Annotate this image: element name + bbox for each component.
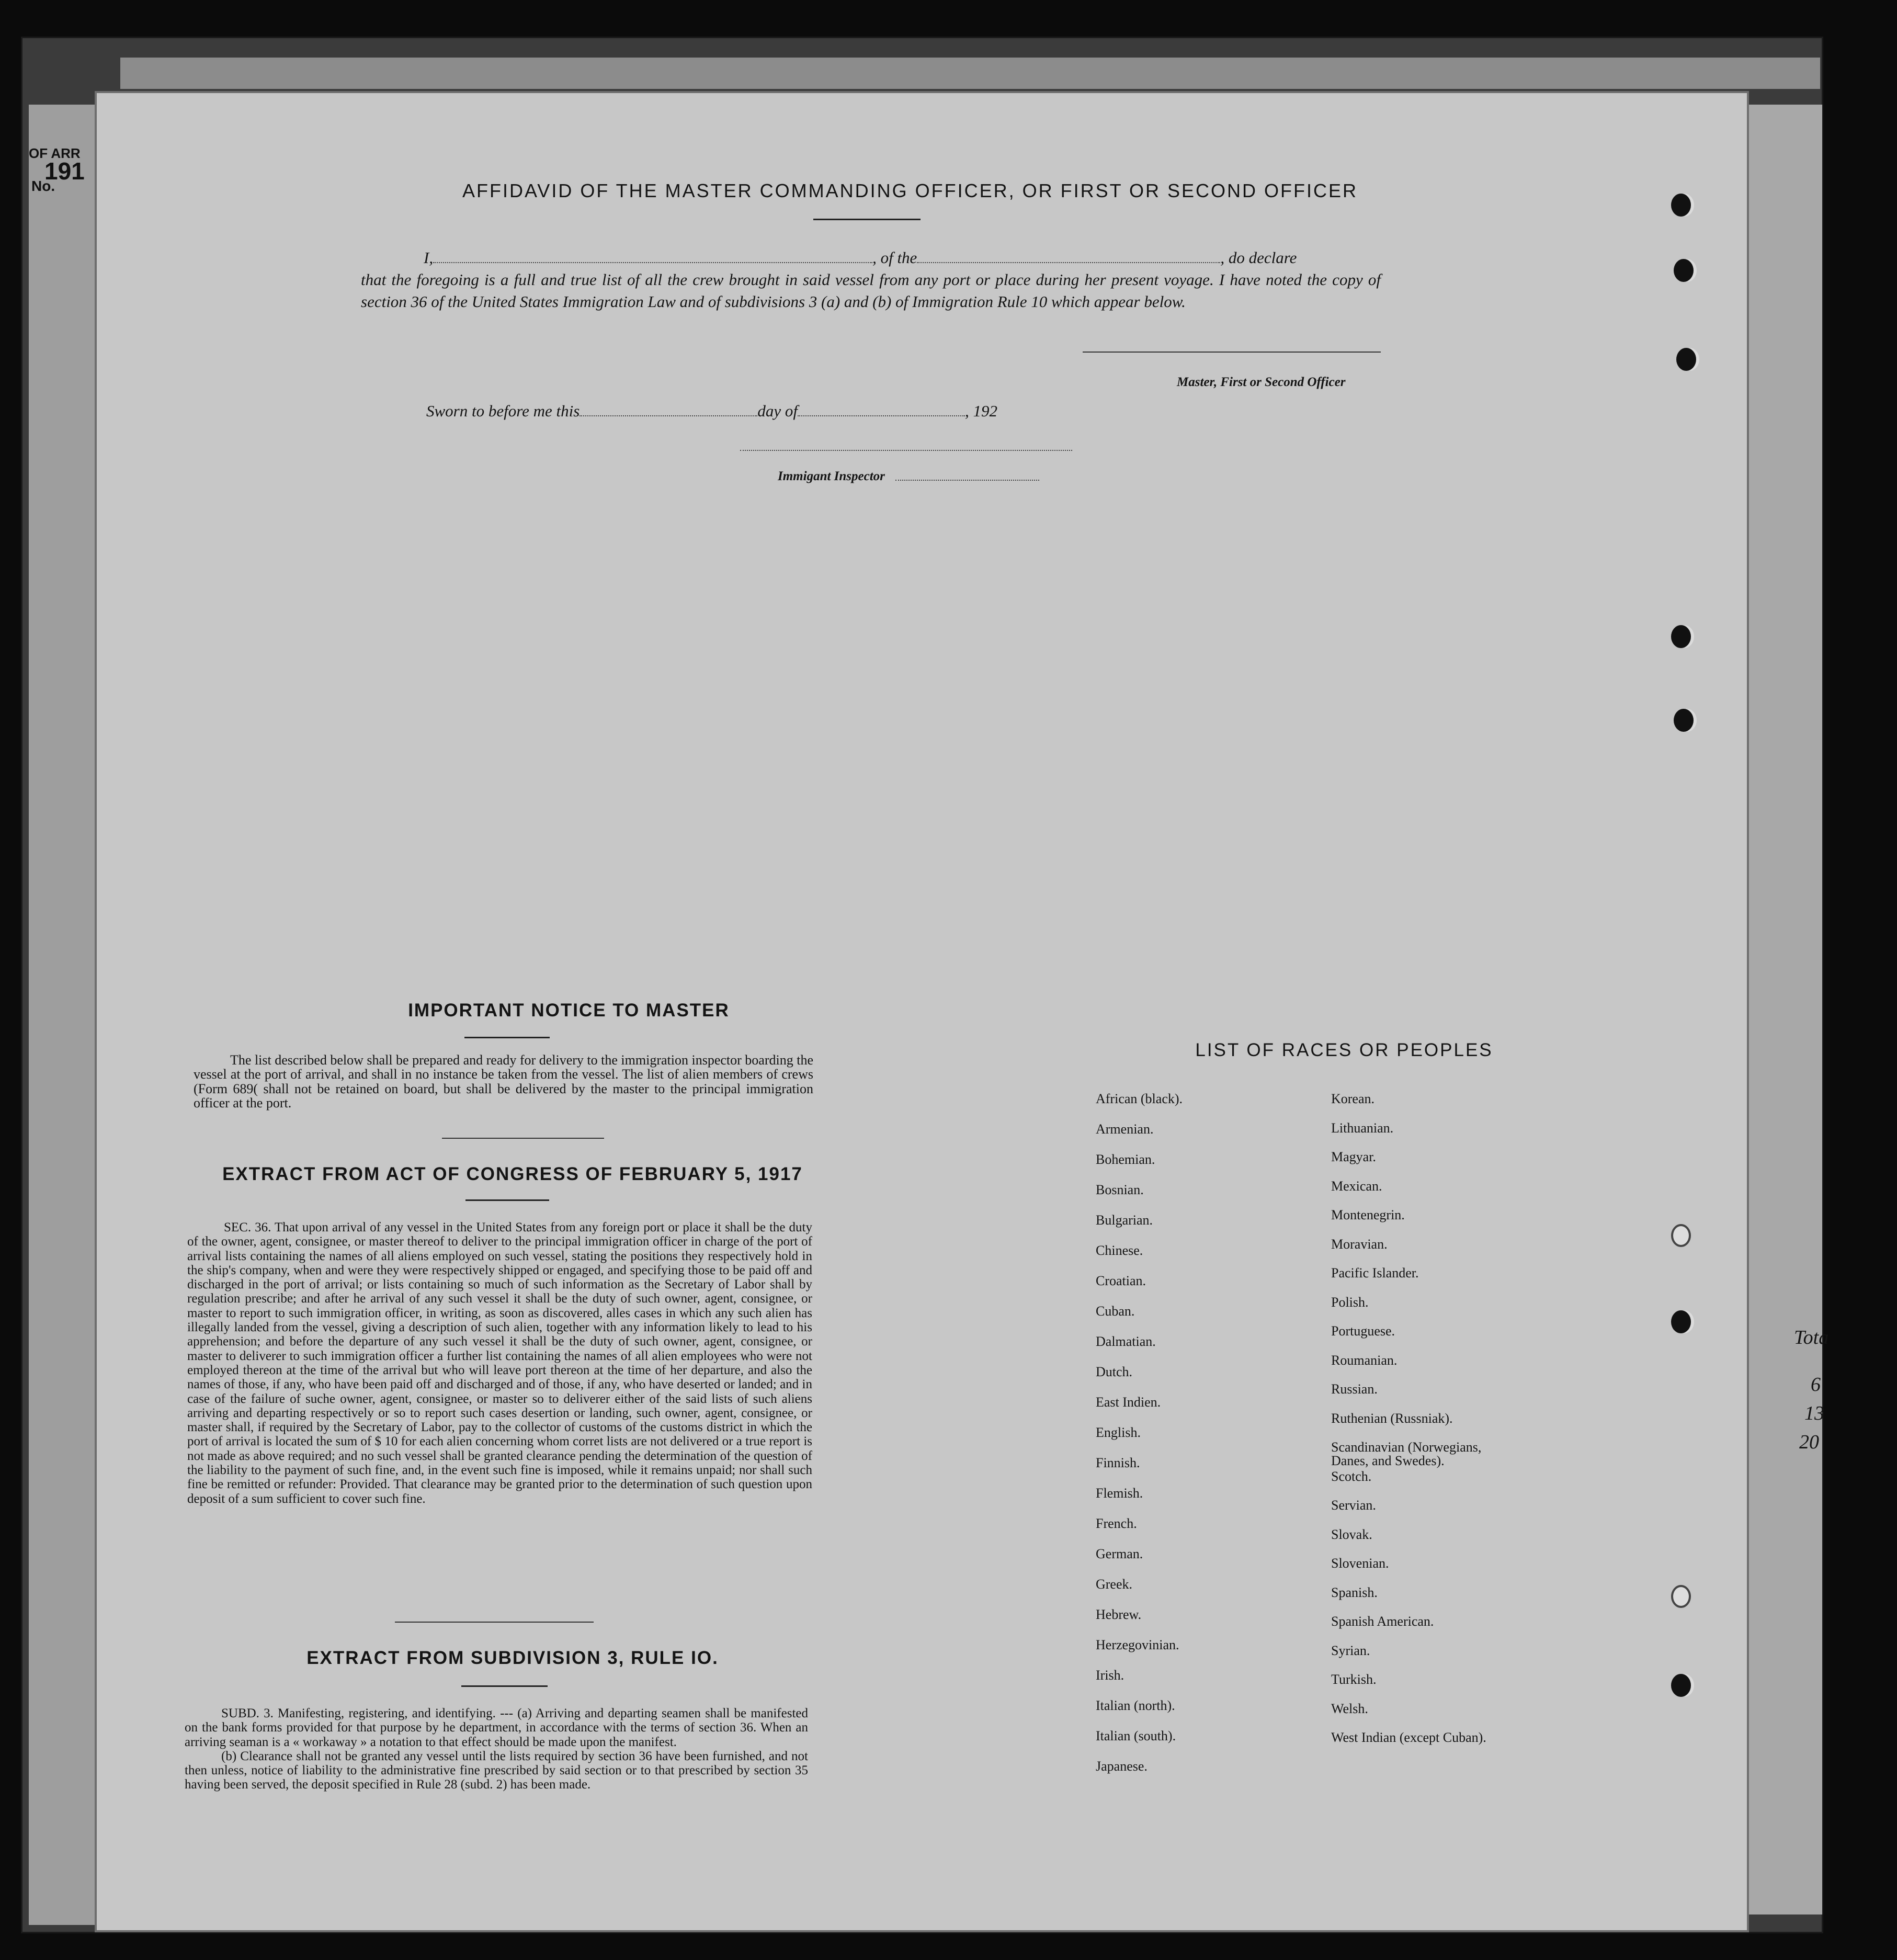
race-item: Bohemian.: [1096, 1152, 1155, 1167]
race-item: Spanish American.: [1331, 1614, 1434, 1629]
sworn-day-of: day of: [757, 402, 798, 420]
margin-note-13: 13: [1804, 1402, 1824, 1424]
act-bottom-rule: [395, 1622, 594, 1623]
race-item: Dalmatian.: [1096, 1334, 1156, 1349]
race-item: Bosnian.: [1096, 1182, 1144, 1197]
race-item: Korean.: [1331, 1091, 1375, 1106]
race-item: Magyar.: [1331, 1149, 1376, 1164]
races-title: LIST OF RACES OR PEOPLES: [1195, 1040, 1493, 1060]
race-item: Scandinavian (Norwegians, Danes, and Swedes).: [1331, 1440, 1482, 1468]
race-item: Greek.: [1096, 1577, 1133, 1592]
race-item: Pacific Islander.: [1331, 1265, 1419, 1281]
race-item: Lithuanian.: [1331, 1120, 1394, 1136]
race-item: Irish.: [1096, 1668, 1124, 1683]
stamp-arr: OF ARR: [29, 145, 81, 161]
race-item: Herzegovinian.: [1096, 1637, 1179, 1652]
race-item: Turkish.: [1331, 1672, 1377, 1687]
punch-hole: [1674, 259, 1694, 282]
race-item: Scotch.: [1331, 1468, 1372, 1484]
act-rule: [465, 1199, 549, 1201]
punch-hole: [1671, 625, 1691, 648]
sworn-year: , 192: [964, 402, 997, 420]
race-item: Cuban.: [1096, 1304, 1135, 1319]
signature-line: [1083, 352, 1381, 353]
inspector-label: Immigant Inspector: [778, 469, 885, 483]
race-item: Montenegrin.: [1331, 1207, 1405, 1222]
rule-text: SUBD. 3. Manifesting, registering, and identifying. --- (a) Arriving and departing seamen shall be manifested on the bank forms provided for that purpose by he department, in accordance with the terms of section 36. When an arriving seaman is a « workaway » a notation to that effect should be made upon the manifest. (b) Clearance shall not be granted any vessel until the lists required by section 36 have been furnished, and not then unless, notice of liability to the administrative fine prescribed by said section or to that prescribed by section 35 having been served, the deposit specified in Rule 28 (subd. 2) has been made.: [185, 1706, 808, 1792]
race-item: Italian (north).: [1096, 1698, 1175, 1713]
race-item: African (black).: [1096, 1091, 1183, 1106]
race-item: Finnish.: [1096, 1455, 1140, 1470]
sworn-day-blank: [580, 415, 757, 416]
race-item: Roumanian.: [1331, 1352, 1398, 1368]
punch-hole: [1674, 709, 1694, 732]
race-item: Dutch.: [1096, 1364, 1133, 1379]
decl-do-declare: , do declare: [1220, 248, 1297, 267]
race-item: Mexican.: [1331, 1178, 1382, 1194]
race-item: Croatian.: [1096, 1273, 1146, 1288]
race-item: Spanish.: [1331, 1584, 1378, 1600]
act-title: EXTRACT FROM ACT OF CONGRESS OF FEBRUARY 5, 1917: [222, 1164, 803, 1184]
right-sheet-edge: [1747, 105, 1822, 1914]
left-sheet-edge: [29, 105, 97, 1925]
race-item: Italian (south).: [1096, 1728, 1176, 1743]
stamp-no: No.: [31, 178, 55, 194]
punch-hole: [1671, 1224, 1691, 1247]
name-blank: [433, 262, 872, 263]
punch-hole: [1671, 194, 1691, 217]
race-item: Servian.: [1331, 1498, 1376, 1513]
stamp-number: 191: [44, 157, 85, 185]
race-item: East Indien.: [1096, 1395, 1161, 1410]
notice-title: IMPORTANT NOTICE TO MASTER: [408, 1000, 730, 1021]
race-item: Chinese.: [1096, 1243, 1143, 1258]
decl-of-the: , of the: [872, 248, 917, 267]
race-item: Moravian.: [1331, 1236, 1388, 1252]
races-left-column: [1096, 1092, 1183, 1790]
race-item: French.: [1096, 1516, 1137, 1531]
races-right-column: [1331, 1092, 1519, 1760]
race-item: Ruthenian (Russniak).: [1331, 1410, 1453, 1426]
race-item: English.: [1096, 1425, 1141, 1440]
vessel-blank: [917, 262, 1220, 263]
race-item: Portuguese.: [1331, 1323, 1395, 1339]
signature-label: Master, First or Second Officer: [1177, 375, 1346, 389]
race-item: Hebrew.: [1096, 1607, 1142, 1622]
race-item: Bulgarian.: [1096, 1213, 1153, 1228]
margin-note-6: 6: [1811, 1374, 1821, 1396]
inspector-signature-line: [740, 450, 1072, 451]
punch-hole: [1671, 1310, 1691, 1333]
inspector-blank: [895, 480, 1039, 481]
notice-text: The list described below shall be prepared and ready for delivery to the immigration inspector boarding the vessel at the port of arrival, and shall in no instance be taken from the vessel. The list of alien members of crews (Form 689( shall not be retained on board, but shall be delivered by the master to the principal immigration officer at the port.: [194, 1052, 813, 1111]
punch-hole: [1671, 1674, 1691, 1697]
notice-bottom-rule: [442, 1138, 604, 1139]
race-item: German.: [1096, 1546, 1143, 1561]
decl-i: I,: [424, 248, 434, 267]
margin-note-20: 20: [1799, 1431, 1819, 1453]
affidavit-declaration: [361, 247, 1381, 313]
margin-note-tota: Tota: [1794, 1327, 1829, 1349]
race-item: Armenian.: [1096, 1121, 1154, 1137]
race-item: Japanese.: [1096, 1759, 1148, 1774]
act-text: SEC. 36. That upon arrival of any vessel in the United States from any foreign port or place it shall be the duty of the owner, agent, consignee, or master thereof to deliver to the principal immigration officer in charge of the port of arrival lists containing the names of all aliens employed on such vessel, stating the positions they respectively hold in the ship's company, when and were they were respectively shipped or engaged, and specifying those to be paid off and discharged in the port of arrival; or lists containing so much of such information as the Secretary of Labor shall by regulation prescribe; and after he arrival of any such vessel it shall be the duty of such owner, agent, consignee, or master to report to such immigration officer, in writing, as soon as discovered, alles cases in which any such alien has illegally landed from the vessel, giving a description of such alien, together with any information likely to lead to his apprehension; and before the departure of any such vessel it shall be the duty of such owner, agent, consignee, or master to deliverer to such immigration officer a further list containing the names of all alien employees who were not employed thereon at the time of the arrival but who will leave port thereon at the time of her departure, and also the names of those, if any, who have been paid off and discharged and of those, if any, who have deserted or landed; and in case of the failure of suche owner, agent, consignee, or master so to deliverer either of the said lists of such aliens arriving and departing respectively or so to report such cases desertion or landing, such owner, agent, consignee, or master shall, if required by the Secretary of Labor, pay to the collector of customs of the customs district in which the port of arrival is located the sum of $ 10 for each alien concerning whom corret lists are not delivered or a true report is not made as above required; and no such vessel shall be granted clearance pending the determination of the question of the liability to the payment of such fine, and, in the event such fine is imposed, while it remains unpaid; nor shall such fine be remitted or refunder: Provided. That clearance may be granted prior to the determination of such question upon deposit of a sum sufficient to cover such fine.: [187, 1220, 812, 1506]
rule-title: EXTRACT FROM SUBDIVISION 3, RULE IO.: [306, 1648, 719, 1668]
race-item: West Indian (except Cuban).: [1331, 1730, 1486, 1745]
sworn-line: [426, 402, 997, 421]
punch-hole: [1671, 1585, 1691, 1608]
race-item: Flemish.: [1096, 1486, 1143, 1501]
decl-text: that the foregoing is a full and true list of all the crew brought in said vessel from any port or place during her present voyage. I have noted the copy of section 36 of the United States Immigration Law and of subdivisions 3 (a) and (b) of Immigration Rule 10 which appear below.: [361, 270, 1381, 311]
race-item: Slovenian.: [1331, 1556, 1389, 1571]
title-rule: [813, 219, 921, 220]
race-item: Polish.: [1331, 1294, 1369, 1310]
notice-rule: [464, 1037, 550, 1038]
race-item: Russian.: [1331, 1381, 1378, 1397]
race-item: Slovak.: [1331, 1526, 1372, 1542]
rule-rule: [461, 1685, 548, 1687]
affidavit-title: AFFIDAVID OF THE MASTER COMMANDING OFFICER, OR FIRST OR SECOND OFFICER: [462, 180, 1358, 201]
sworn-text: Sworn to before me this: [426, 402, 580, 420]
sworn-month-blank: [798, 415, 965, 416]
race-item: Syrian.: [1331, 1642, 1370, 1658]
underlying-strip: [120, 58, 1820, 89]
race-item: Welsh.: [1331, 1701, 1368, 1716]
punch-hole: [1676, 348, 1696, 371]
